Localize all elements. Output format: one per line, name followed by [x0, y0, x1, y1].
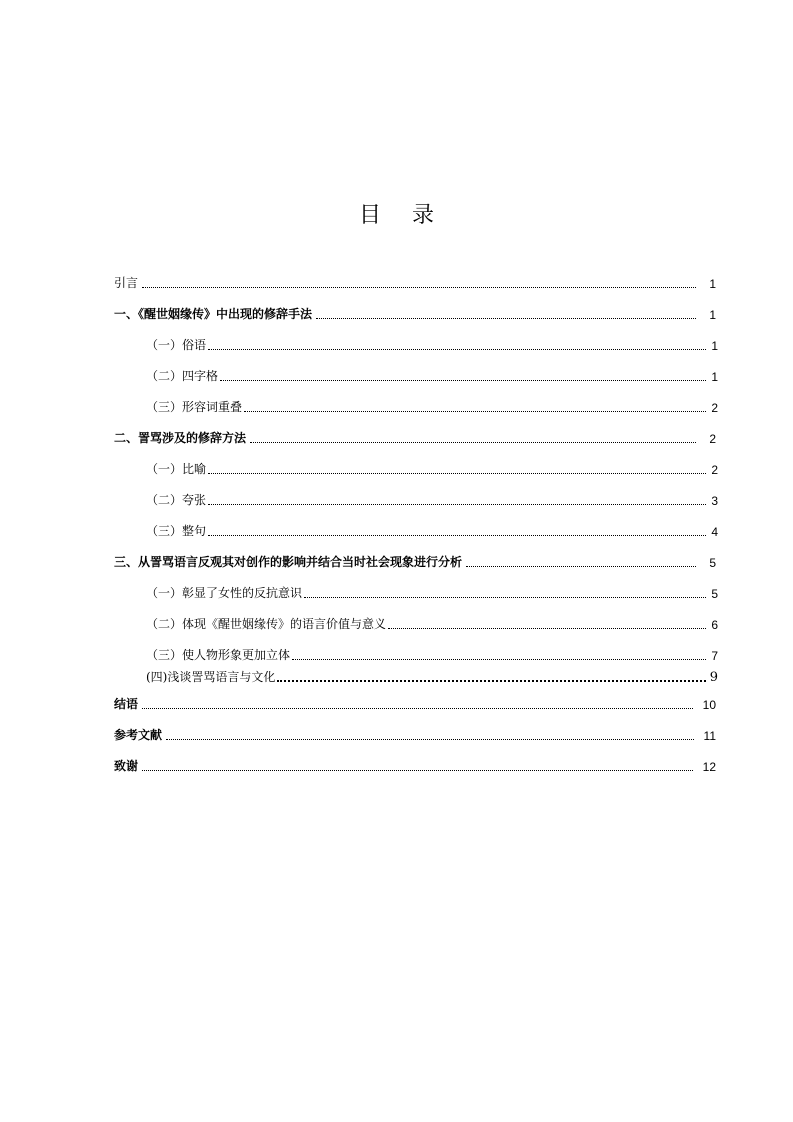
toc-page-number: 7	[711, 649, 718, 663]
toc-page-number: 2	[711, 463, 718, 477]
toc-page-number: 5	[711, 587, 718, 601]
toc-page-number: 11	[703, 729, 716, 743]
toc-page-number: 3	[711, 494, 718, 508]
toc-entry-chapter-1[interactable]	[114, 291, 718, 322]
toc-page-number: 5	[709, 556, 716, 570]
table-of-contents	[114, 260, 718, 774]
toc-entry-conclusion[interactable]	[114, 685, 718, 712]
toc-entry-introduction[interactable]	[114, 260, 718, 291]
toc-entry-label: （二）体现《醒世姻缘传》的语言价值与意义	[146, 617, 387, 631]
toc-entry-label: （二）四字格	[146, 369, 219, 383]
toc-entry-section-3-4[interactable]	[114, 663, 718, 685]
dot-leader	[466, 554, 696, 567]
toc-page-number: 2	[711, 401, 718, 415]
toc-entry-section-2-2[interactable]	[114, 477, 718, 508]
toc-entry-label: 三、从詈骂语言反观其对创作的影响并结合当时社会现象进行分析	[114, 555, 463, 569]
dot-leader	[292, 647, 706, 660]
toc-entry-section-1-2[interactable]	[114, 353, 718, 384]
page-title: 目 录	[359, 203, 446, 228]
toc-entry-label: （一）比喻	[146, 462, 207, 476]
toc-page-number: 12	[702, 760, 716, 774]
toc-entry-label: 结语	[114, 697, 139, 711]
toc-entry-acknowledgements[interactable]	[114, 743, 718, 774]
toc-entry-label: 参考文献	[114, 728, 163, 742]
dot-leader	[208, 523, 706, 536]
dot-leader	[166, 727, 694, 740]
toc-entry-references[interactable]	[114, 712, 718, 743]
toc-entry-label: （三）形容词重叠	[146, 400, 243, 414]
toc-page-number: 1	[711, 370, 718, 384]
toc-entry-label: （一）彰显了女性的反抗意识	[146, 586, 303, 600]
toc-entry-section-3-1[interactable]	[114, 570, 718, 601]
toc-entry-label: （三）整句	[146, 524, 207, 538]
toc-page-number: 2	[709, 432, 716, 446]
dot-leader	[208, 492, 706, 505]
toc-entry-section-1-1[interactable]	[114, 322, 718, 353]
dot-leader	[142, 696, 693, 709]
dot-leader	[208, 337, 706, 350]
dot-leader	[304, 585, 706, 598]
toc-entry-section-2-3[interactable]	[114, 508, 718, 539]
toc-page-number: 1	[709, 277, 716, 291]
toc-page-number: 6	[711, 618, 718, 632]
toc-entry-label: （二）夸张	[146, 493, 207, 507]
toc-page-number: 1	[711, 339, 718, 353]
dot-leader	[220, 368, 706, 381]
toc-entry-chapter-3[interactable]	[114, 539, 718, 570]
toc-page-number: 9	[709, 670, 718, 685]
toc-entry-section-3-3[interactable]	[114, 632, 718, 663]
dot-leader	[250, 430, 696, 443]
dot-leader	[244, 399, 706, 412]
dot-leader	[142, 758, 693, 771]
toc-entry-label: (四)浅谈詈骂语言与文化	[146, 670, 276, 684]
toc-page-number: 10	[702, 698, 716, 712]
toc-entry-label: 二、詈骂涉及的修辞方法	[114, 431, 247, 445]
toc-entry-section-2-1[interactable]	[114, 446, 718, 477]
toc-entry-label: 引言	[114, 276, 139, 290]
dot-leader	[316, 306, 696, 319]
dot-leader	[142, 275, 696, 288]
toc-entry-section-1-3[interactable]	[114, 384, 718, 415]
toc-entry-label: （一）俗语	[146, 338, 207, 352]
toc-page-number: 1	[709, 308, 716, 322]
toc-entry-label: 一、《醒世姻缘传》中出现的修辞手法	[114, 307, 313, 321]
dot-leader	[388, 616, 706, 629]
toc-entry-label: 致谢	[114, 759, 139, 773]
toc-page-number: 4	[711, 525, 718, 539]
toc-entry-label: （三）使人物形象更加立体	[146, 648, 291, 662]
toc-entry-chapter-2[interactable]	[114, 415, 718, 446]
dot-leader	[208, 461, 706, 474]
toc-entry-section-3-2[interactable]	[114, 601, 718, 632]
dot-leader	[277, 668, 706, 682]
